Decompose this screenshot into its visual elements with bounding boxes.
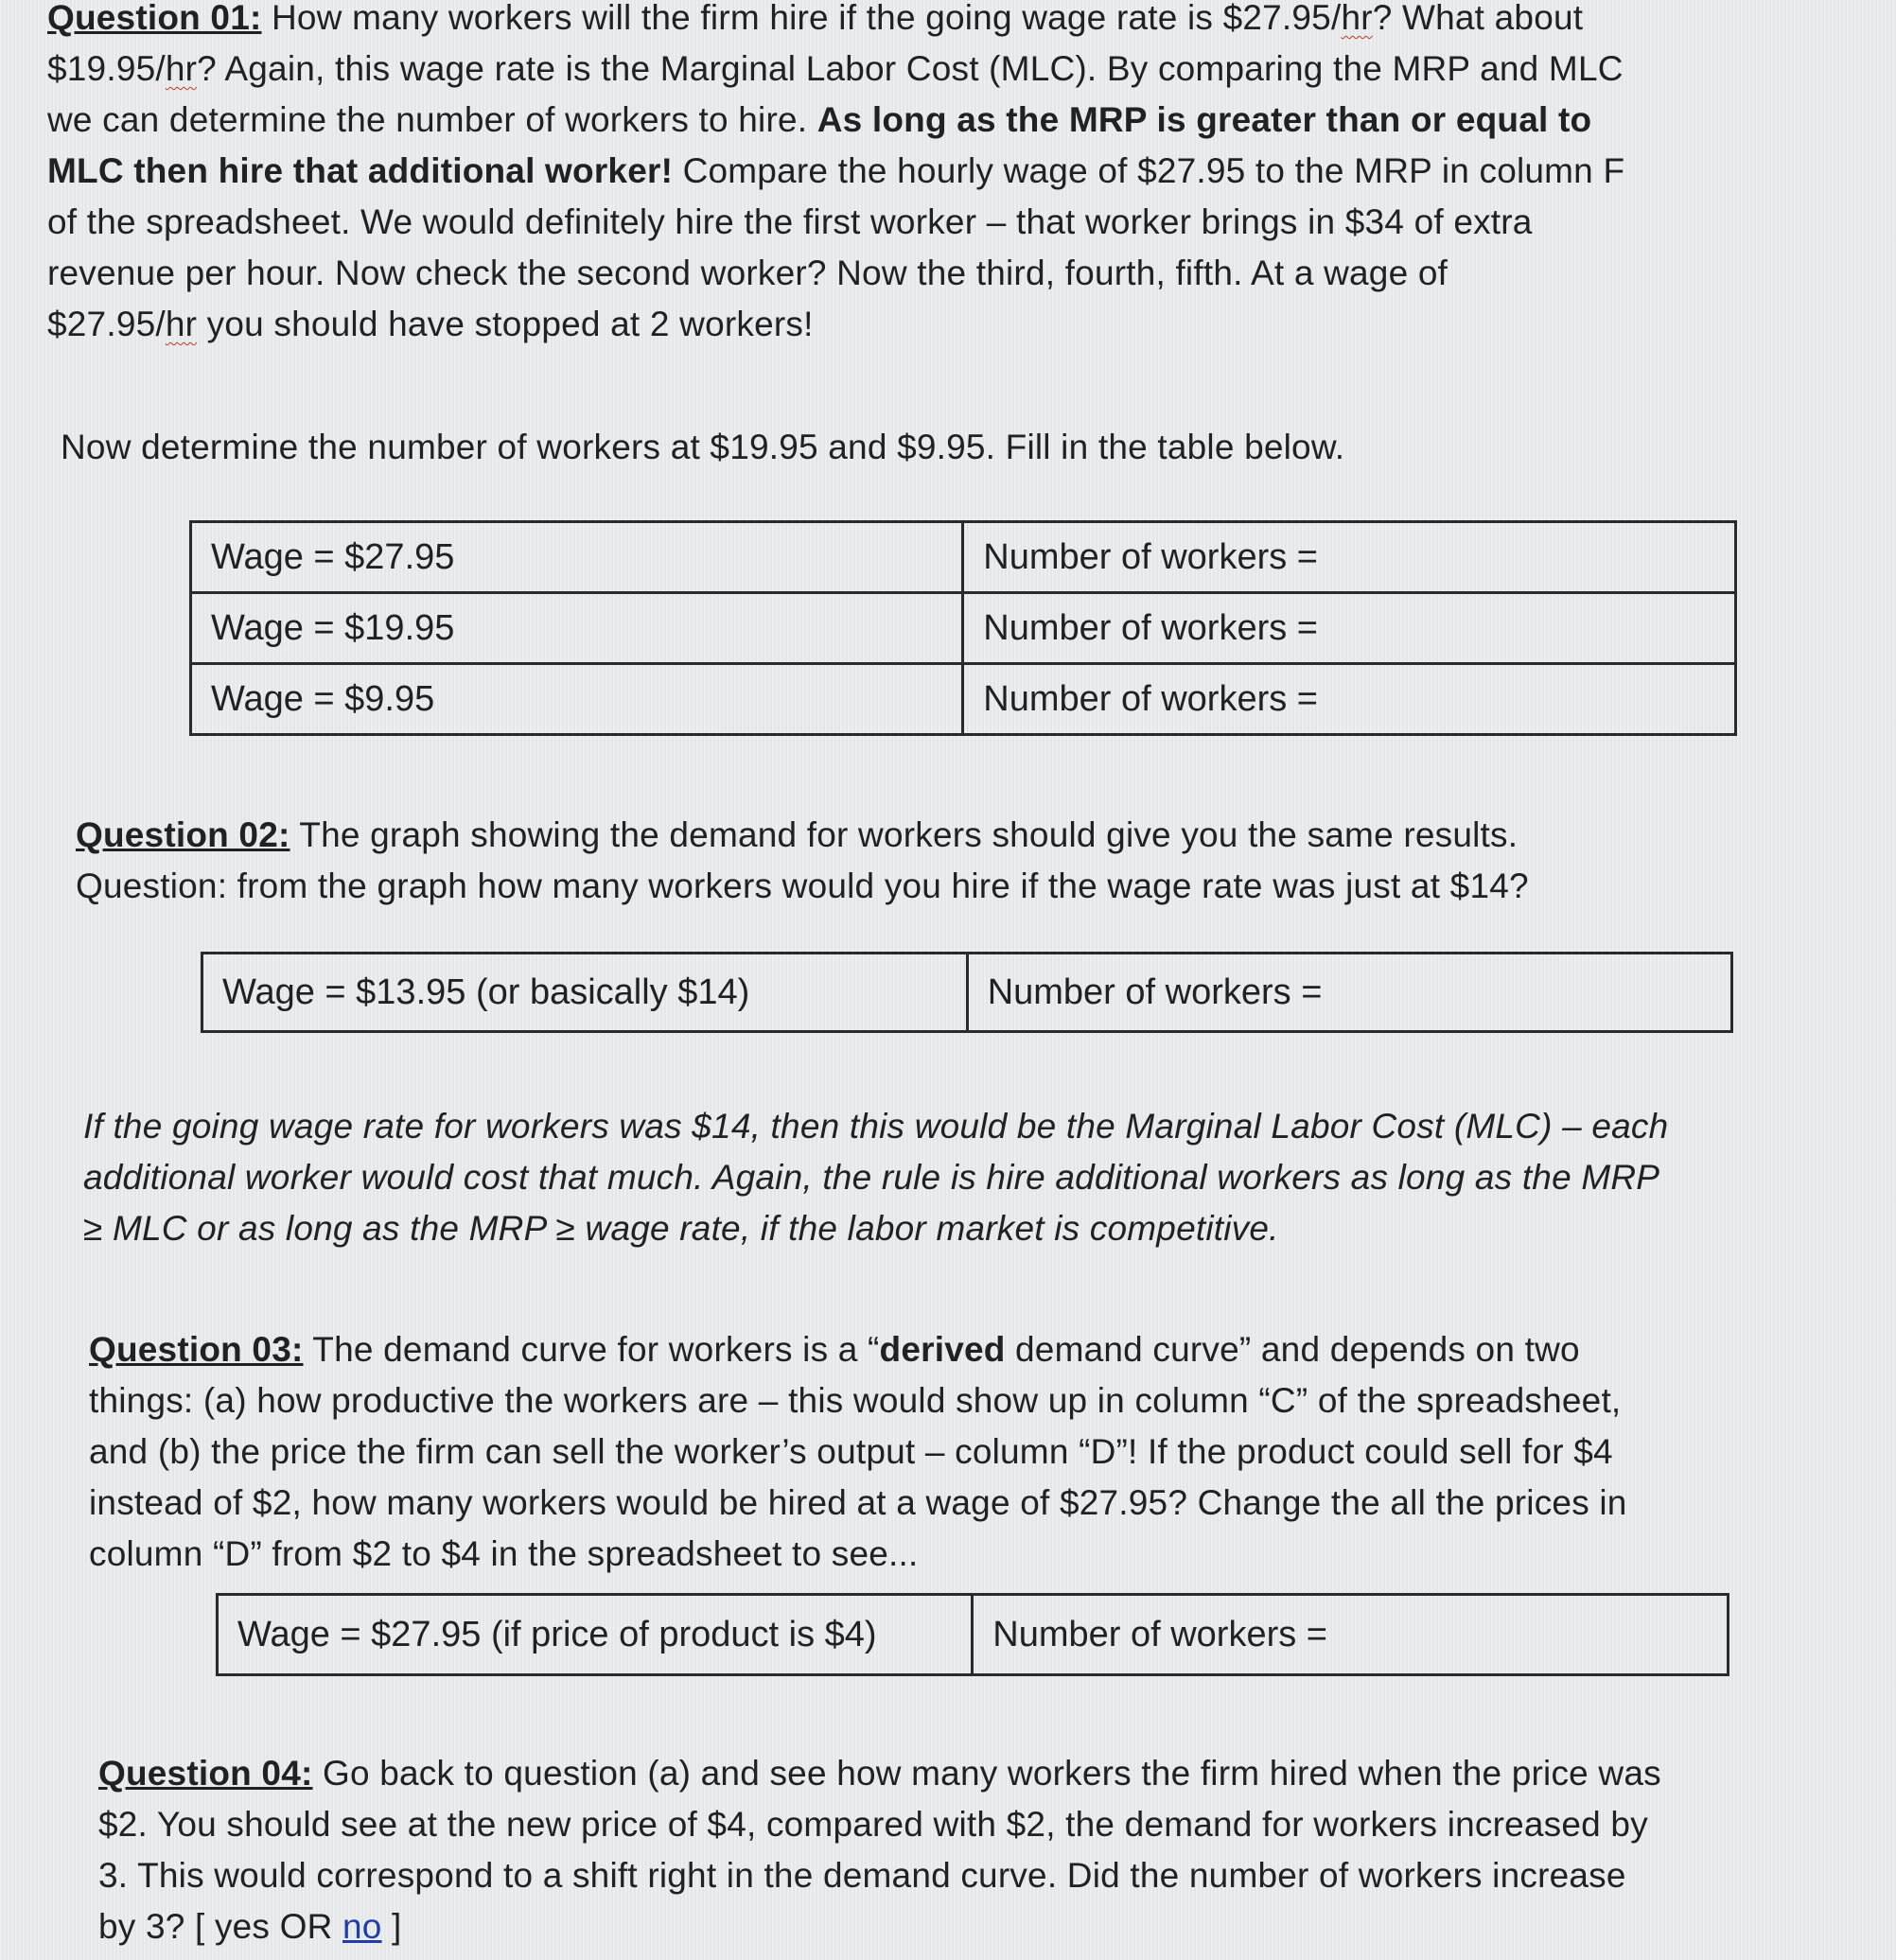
q3-label: Question 03:	[89, 1330, 304, 1369]
q1-line-5: of the spreadsheet. We would definitely hire the first worker – that worker brings in $34 of extra	[47, 202, 1533, 241]
question-02	[76, 810, 1835, 912]
q4-line-4: by 3? [ yes OR no ]	[98, 1907, 402, 1946]
q4-label: Question 04:	[98, 1754, 313, 1793]
table-row	[202, 954, 1732, 1032]
q3-line-5: column “D” from $2 to $4 in the spreadsheet to see...	[89, 1534, 919, 1573]
q3-line-1: Question 03: The demand curve for workers is a “derived demand curve” and depends on two	[89, 1330, 1580, 1369]
q1-label: Question 01:	[47, 0, 262, 37]
table-instruction: Now determine the number of workers at $19.95 and $9.95. Fill in the table below.	[61, 428, 1345, 466]
q3-line-4: instead of $2, how many workers would be hired at a wage of $27.95? Change the all the prices in	[89, 1483, 1627, 1522]
wage-cell: Wage = $9.95	[191, 664, 963, 735]
wage-cell: Wage = $19.95	[191, 593, 963, 664]
workers-input-cell[interactable]: Number of workers =	[963, 593, 1736, 664]
q4-line-3: 3. This would correspond to a shift right in the demand curve. Did the number of workers increase	[98, 1856, 1626, 1895]
mlc-note	[83, 1101, 1843, 1254]
table-row	[191, 593, 1736, 664]
q1-line-7: $27.95/hr you should have stopped at 2 workers!	[47, 305, 814, 343]
q4-line-2: $2. You should see at the new price of $4, compared with $2, the demand for workers increased by	[98, 1805, 1648, 1844]
q2-line-2: Question: from the graph how many workers would you hire if the wage rate was just at $14?	[76, 866, 1529, 905]
question-03	[89, 1324, 1849, 1580]
q2-line-1: Question 02: The graph showing the demand for workers should give you the same results.	[76, 815, 1519, 854]
note-line-1: If the going wage rate for workers was $14, then this would be the Marginal Labor Cost (MLC) – each	[83, 1107, 1669, 1146]
q2-label: Question 02:	[76, 815, 290, 854]
workers-input-cell[interactable]: Number of workers =	[963, 522, 1736, 593]
wage-table-1	[189, 520, 1737, 736]
workers-input-cell[interactable]: Number of workers =	[963, 664, 1736, 735]
answer-no[interactable]: no	[342, 1907, 382, 1946]
q1-line-3: we can determine the number of workers to hire. As long as the MRP is greater than or equal to	[47, 100, 1592, 139]
table-row	[191, 522, 1736, 593]
wage-cell: Wage = $27.95 (if price of product is $4)	[218, 1595, 973, 1675]
q1-line-6: revenue per hour. Now check the second worker? Now the third, fourth, fifth. At a wage of	[47, 254, 1448, 292]
table-row	[191, 664, 1736, 735]
wage-table-2	[201, 952, 1733, 1033]
note-line-3: ≥ MLC or as long as the MRP ≥ wage rate, if the labor market is competitive.	[83, 1209, 1279, 1248]
q1-line-4: MLC then hire that additional worker! Compare the hourly wage of $27.95 to the MRP in column F	[47, 151, 1625, 190]
workers-input-cell[interactable]: Number of workers =	[973, 1595, 1729, 1675]
workers-input-cell[interactable]: Number of workers =	[967, 954, 1731, 1032]
note-line-2: additional worker would cost that much. Again, the rule is hire additional workers as long as the MRP	[83, 1158, 1660, 1197]
q4-line-1: Question 04: Go back to question (a) and see how many workers the firm hired when the price was	[98, 1754, 1661, 1793]
wage-table-3	[216, 1593, 1729, 1676]
question-04	[98, 1748, 1858, 1952]
q3-line-2: things: (a) how productive the workers are – this would show up in column “C” of the spreadsheet,	[89, 1381, 1622, 1420]
wage-cell: Wage = $13.95 (or basically $14)	[202, 954, 968, 1032]
q3-line-3: and (b) the price the firm can sell the worker’s output – column “D”! If the product could sell for $4	[89, 1432, 1613, 1471]
table-row	[218, 1595, 1729, 1675]
question-01	[47, 0, 1826, 350]
q1-line-2: $19.95/hr? Again, this wage rate is the Marginal Labor Cost (MLC). By comparing the MRP and MLC	[47, 49, 1624, 88]
wage-cell: Wage = $27.95	[191, 522, 963, 593]
q1-line-1: Question 01: How many workers will the firm hire if the going wage rate is $27.95/hr? What about	[47, 0, 1584, 37]
